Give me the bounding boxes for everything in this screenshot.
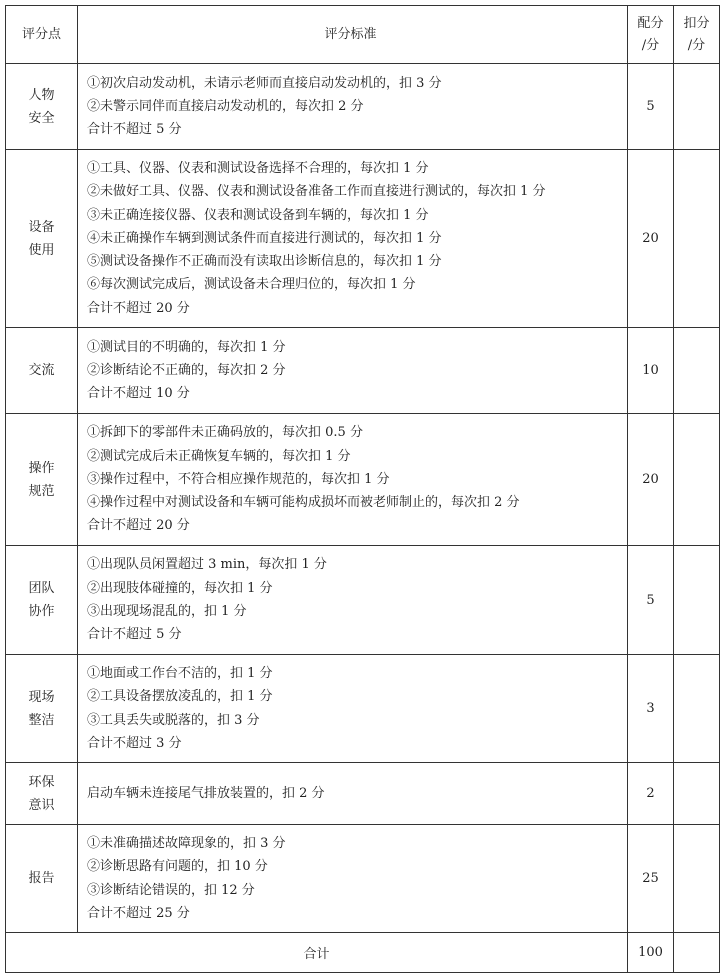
category-cell [6,546,78,655]
criteria-cell [78,328,628,414]
criteria-line: 合计不超过 5 分 [87,627,182,643]
category-line2: 意识 [28,797,55,813]
deduct-cell [674,763,720,825]
criteria-line: 合计不超过 3 分 [87,735,182,751]
score-cell: 20 [628,150,674,328]
criteria-line: ⑤测试设备操作不正确而没有读取出诊断信息的，每次扣 1 分 [87,254,442,270]
category-line2: 使用 [28,242,55,258]
category-cell [6,655,78,763]
score-cell: 3 [628,655,674,763]
score-cell: 5 [628,546,674,655]
criteria-line: ②诊断结论不正确的，每次扣 2 分 [87,362,286,378]
table-row [6,825,720,933]
header-score-line2: /分 [641,37,660,53]
category-line1: 人物 [28,87,55,103]
criteria-line: ③出现现场混乱的，扣 1 分 [87,604,247,619]
criteria-line: ③操作过程中，不符合相应操作规范的，每次扣 1 分 [87,471,390,487]
header-row [6,6,720,64]
deduct-cell [674,655,720,763]
criteria-line: ②测试完成后未正确恢复车辆的，每次扣 1 分 [87,448,351,464]
deduct-cell [674,328,720,414]
criteria-line: ①地面或工作台不洁的，扣 1 分 [87,665,273,681]
criteria-line: 合计不超过 20 分 [87,300,190,316]
category-line1: 操作 [28,460,55,476]
criteria-line: ④未正确操作车辆到测试条件而直接进行测试的，每次扣 1 分 [87,230,442,246]
criteria-line: ①初次启动发动机，未请示老师而直接启动发动机的，扣 3 分 [87,75,442,91]
criteria-cell [78,825,628,933]
category-line2: 规范 [28,483,55,499]
category-line1: 环保 [28,774,55,790]
total-row [6,933,720,973]
category-line1: 报告 [28,871,55,886]
category-cell [6,64,78,150]
criteria-cell [78,546,628,655]
table-row [6,414,720,546]
category-line1: 现场 [28,689,55,705]
table-row [6,763,720,825]
category-cell [6,150,78,328]
criteria-line: ②未警示同伴而直接启动发动机的，每次扣 2 分 [87,98,364,114]
criteria-line: 合计不超过 20 分 [87,518,190,534]
criteria-line: ⑥每次测试完成后，测试设备未合理归位的，每次扣 1 分 [87,277,416,293]
header-deduct-line1: 扣分 [683,15,710,31]
criteria-line: ②未做好工具、仪器、仪表和测试设备准备工作而直接进行测试的，每次扣 1 分 [87,184,546,200]
table-row [6,64,720,150]
criteria-line: ③工具丢失或脱落的，扣 3 分 [87,712,260,728]
criteria-line: 启动车辆未连接尾气排放装置的，扣 2 分 [87,785,325,801]
criteria-cell [78,655,628,763]
total-score: 100 [628,933,674,973]
total-label: 合计 [6,933,628,973]
criteria-cell [78,763,628,825]
criteria-cell [78,414,628,546]
deduct-cell [674,825,720,933]
header-deduct [674,6,720,64]
criteria-line: ①拆卸下的零部件未正确码放的，每次扣 0.5 分 [87,425,363,441]
criteria-line: ②出现肢体碰撞的，每次扣 1 分 [87,580,273,596]
total-deduct [674,933,720,973]
criteria-line: ①测试目的不明确的，每次扣 1 分 [87,339,286,355]
criteria-line: ④操作过程中对测试设备和车辆可能构成损坏而被老师制止的，每次扣 2 分 [87,495,520,511]
score-cell: 10 [628,328,674,414]
category-cell [6,414,78,546]
header-scoring-standard: 评分标准 [78,6,628,64]
deduct-cell [674,64,720,150]
header-scoring-point: 评分点 [6,6,78,64]
category-line2: 安全 [28,110,55,126]
criteria-line: 合计不超过 5 分 [87,122,182,138]
deduct-cell [674,150,720,328]
table-row [6,655,720,763]
score-cell: 5 [628,64,674,150]
category-cell [6,825,78,933]
score-cell: 20 [628,414,674,546]
deduct-cell [674,414,720,546]
score-cell: 2 [628,763,674,825]
criteria-line: ③诊断结论错误的，扣 12 分 [87,882,255,898]
score-cell: 25 [628,825,674,933]
table-row [6,546,720,655]
category-line1: 团队 [28,581,55,596]
category-line1: 交流 [28,363,55,378]
category-cell [6,763,78,825]
criteria-line: 合计不超过 10 分 [87,386,190,402]
criteria-line: ①未准确描述故障现象的，扣 3 分 [87,835,286,851]
table-row [6,328,720,414]
table-row [6,150,720,328]
criteria-line: ③未正确连接仪器、仪表和测试设备到车辆的，每次扣 1 分 [87,207,429,223]
criteria-line: ①工具、仪器、仪表和测试设备选择不合理的，每次扣 1 分 [87,160,429,176]
criteria-cell [78,64,628,150]
header-deduct-line2: /分 [687,37,706,53]
category-line1: 设备 [28,219,55,235]
category-line2: 协作 [28,604,55,619]
criteria-line: ②诊断思路有问题的，扣 10 分 [87,859,268,875]
header-score-line1: 配分 [637,15,664,31]
criteria-line: 合计不超过 25 分 [87,905,190,921]
category-line2: 整洁 [28,712,55,728]
criteria-cell [78,150,628,328]
criteria-line: ①出现队员闲置超过 3 min，每次扣 1 分 [87,557,327,573]
category-cell [6,328,78,414]
scoring-table [5,5,720,973]
deduct-cell [674,546,720,655]
header-score [628,6,674,64]
criteria-line: ②工具设备摆放凌乱的，扣 1 分 [87,689,273,705]
